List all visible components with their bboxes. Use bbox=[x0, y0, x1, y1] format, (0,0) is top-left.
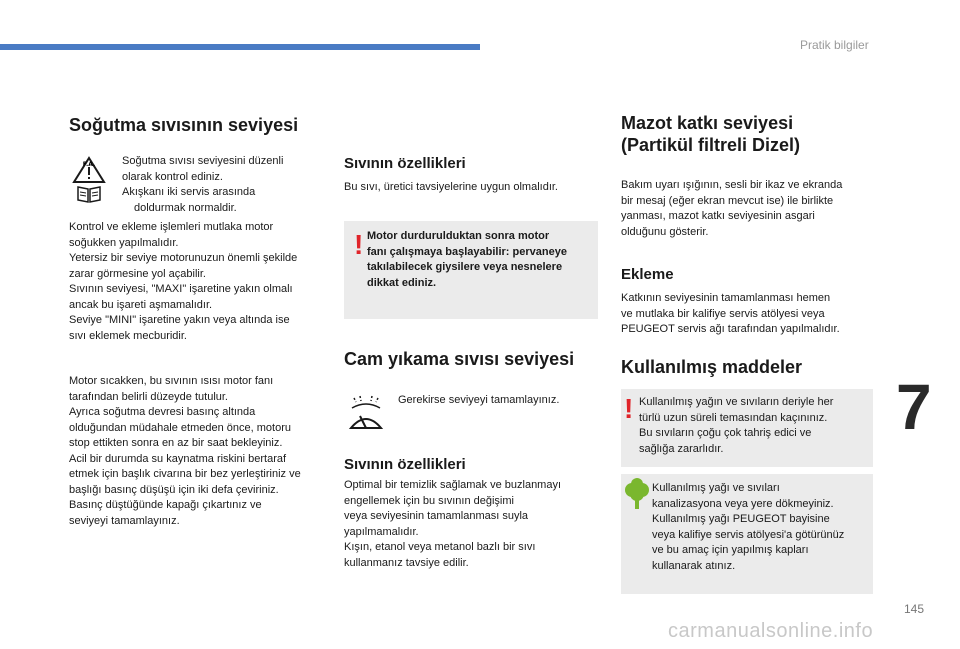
text-line: türlü uzun süreli temasından kaçınınız. bbox=[639, 411, 828, 424]
fan-warning-box bbox=[344, 221, 598, 319]
text-line: takılabilecek giysilere veya nesnelere bbox=[367, 261, 563, 273]
additive-intro bbox=[621, 178, 842, 240]
environment-text bbox=[652, 481, 844, 574]
text-line: kullanmanız tavsiye edilir. bbox=[344, 556, 469, 569]
text-line: Optimal bir temizlik sağlamak ve buzlanmayı bbox=[344, 479, 562, 491]
text-line: stop ettikten sonra en az bir saat bekleyiniz. bbox=[69, 437, 283, 449]
text-line: kullanarak atınız. bbox=[652, 559, 736, 572]
text-line: Seviye "MINI" işaretine yakın veya altında ise bbox=[69, 314, 290, 326]
washer-spec-text bbox=[344, 478, 561, 571]
ekleme-title: Ekleme bbox=[621, 266, 674, 283]
washer-title: Cam yıkama sıvısı seviyesi bbox=[344, 349, 575, 369]
text-line: kanalizasyona veya yere dökmeyiniz. bbox=[652, 497, 834, 510]
text-line: ancak bu işareti aşmamalıdır. bbox=[69, 298, 213, 311]
text-line: veya seviyesinin tamamlanması suyla bbox=[344, 510, 529, 522]
additive-title bbox=[621, 112, 800, 156]
title-line: (Partikül filtreli Dizel) bbox=[621, 135, 801, 155]
text-line: Akışkanı iki servis arasında bbox=[122, 186, 256, 198]
text-line: sağlığa zararlıdır. bbox=[639, 442, 724, 455]
text-line: Kışın, etanol veya metanol bazlı bir sıvı bbox=[344, 541, 536, 553]
text-line: başlığı basınç düşüşü için iki defa çeviriniz. bbox=[69, 483, 279, 496]
text-line: Katkının seviyesinin tamamlanması hemen bbox=[621, 292, 831, 304]
windshield-washer-icon bbox=[346, 394, 386, 434]
text-line: ve bu amaç için yapılmış kapları bbox=[652, 544, 809, 556]
exclamation-icon: ! bbox=[624, 393, 634, 424]
environment-box bbox=[621, 474, 873, 594]
chapter-number: 7 bbox=[896, 371, 932, 443]
coolant-intro bbox=[122, 154, 283, 216]
text-line: Sıvının seviyesi, "MAXI" işaretine yakın olmalı bbox=[69, 283, 293, 295]
text-line: fanı çalışmaya başlayabilir: pervaneye bbox=[367, 245, 567, 258]
text-line: Bakım uyarı ışığının, sesli bir ikaz ve ekranda bbox=[621, 179, 843, 191]
text-line: Ayrıca soğutma devresi basınç altında bbox=[69, 406, 256, 418]
fan-warning-text bbox=[367, 229, 567, 291]
used-materials-warning-box bbox=[621, 389, 873, 467]
text-line: seviyeyi tamamlayınız. bbox=[69, 514, 180, 527]
text-line: Acil bir durumda su kaynatma riskini bertaraf bbox=[69, 452, 287, 465]
text-line: Bu sıvıların çoğu çok tahriş edici ve bbox=[639, 427, 812, 439]
fluid-spec-text: Bu sıvı, üretici tavsiyelerine uygun olmalıdır. bbox=[344, 181, 558, 193]
text-line: soğukken yapılmalıdır. bbox=[69, 236, 179, 249]
text-line: Motor sıcakken, bu sıvının ısısı motor fanı bbox=[69, 375, 274, 387]
page-number: 145 bbox=[904, 602, 925, 616]
header-accent-bar bbox=[0, 44, 480, 50]
text-line: etmek için başlık civarına bir bez yerleştiriniz ve bbox=[69, 468, 301, 480]
warning-triangle-icon bbox=[72, 156, 106, 204]
text-line: olarak kontrol ediniz. bbox=[122, 170, 223, 183]
text-line: Kontrol ve ekleme işlemleri mutlaka motor bbox=[69, 221, 274, 233]
text-line: engellemek için bu sıvının değişimi bbox=[344, 494, 514, 507]
text-line: yanması, mazot katkı seviyesinin asgari bbox=[621, 210, 815, 222]
text-line: Basınç düştüğünde kapağı çıkartınız ve bbox=[69, 499, 262, 511]
text-line: Motor durdurulduktan sonra motor bbox=[367, 230, 550, 242]
text-line: yapılmamalıdır. bbox=[344, 525, 419, 538]
fluid-spec-title: Sıvının özellikleri bbox=[344, 155, 466, 172]
text-line: Kullanılmış yağı ve sıvıları bbox=[652, 482, 780, 494]
coolant-icons bbox=[72, 156, 106, 204]
text-line: sıvı eklemek mecburidir. bbox=[69, 329, 187, 342]
coolant-title: Soğutma sıvısının seviyesi bbox=[69, 115, 299, 135]
tree-icon bbox=[623, 478, 651, 510]
text-line: Kullanılmış yağın ve sıvıların deriyle her bbox=[639, 396, 834, 408]
watermark: carmanualsonline.info bbox=[668, 620, 874, 642]
text-line: doldurmak normaldir. bbox=[134, 201, 237, 214]
text-line: olduğunu gösterir. bbox=[621, 225, 709, 238]
title-line: Mazot katkı seviyesi bbox=[621, 113, 794, 133]
svg-text:F.A.: F.A. bbox=[82, 161, 96, 168]
used-warning-text bbox=[639, 395, 833, 457]
washer-spec-title: Sıvının özellikleri bbox=[344, 456, 466, 473]
used-materials-title: Kullanılmış maddeler bbox=[621, 357, 803, 377]
text-line: olduğundan müdahale etmeden önce, motoru bbox=[69, 421, 291, 434]
text-line: PEUGEOT servis ağı tarafından yapılmalıdır. bbox=[621, 323, 840, 335]
text-line: ve mutlaka bir kalifiye servis atölyesi veya bbox=[621, 307, 825, 320]
text-line: dikkat ediniz. bbox=[367, 276, 437, 289]
text-line: tarafından belirli düzeyde tutulur. bbox=[69, 390, 228, 403]
exclamation-icon: ! bbox=[354, 229, 364, 260]
coolant-paragraph-1 bbox=[69, 220, 297, 344]
text-line: Yetersiz bir seviye motorunuzun önemli şekilde bbox=[69, 252, 298, 264]
text-line: bir mesaj (eğer ekran mevcut ise) ile birlikte bbox=[621, 194, 834, 207]
text-line: Soğutma sıvısı seviyesini düzenli bbox=[122, 155, 284, 167]
text-line: veya kalifiye servis atölyesi'a götürünüz bbox=[652, 528, 845, 541]
washer-text: Gerekirse seviyeyi tamamlayınız. bbox=[398, 394, 560, 406]
section-label: Pratik bilgiler bbox=[800, 38, 869, 52]
ekleme-text bbox=[621, 291, 840, 338]
text-line: Kullanılmış yağı PEUGEOT bayisine bbox=[652, 513, 830, 525]
coolant-paragraph-2 bbox=[69, 374, 301, 529]
manual-book-icon bbox=[78, 187, 100, 202]
text-line: zarar görmesine yol açabilir. bbox=[69, 267, 206, 280]
